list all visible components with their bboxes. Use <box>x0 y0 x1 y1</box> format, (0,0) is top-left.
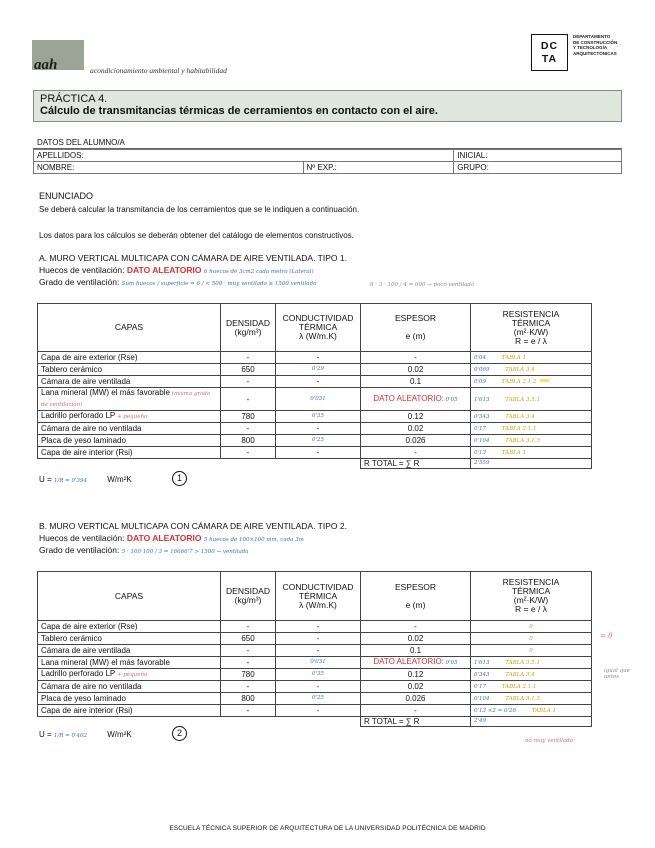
title-banner <box>33 90 622 122</box>
table-reference: TABLA 2.1.1 <box>500 684 537 690</box>
table-row <box>38 669 592 681</box>
cell-capa: Capa de aire exterior (Rse) <box>38 352 221 364</box>
table-reference: TABLA 1 <box>529 708 556 714</box>
cell-espesor: 0.026 <box>361 435 471 447</box>
resistance-value: 0'04 <box>474 355 487 361</box>
handwritten-note: 6 · 3 · 100 / 4 = 600 → poco ventilada <box>370 282 475 288</box>
dato-aleatorio: DATO ALEATORIO: <box>373 657 444 666</box>
grado-label: Grado de ventilación: <box>39 277 120 287</box>
cell-conductividad: 0'29 <box>276 364 361 376</box>
cell-espesor: 0.02 <box>361 364 471 376</box>
col-label: ESPESOR <box>394 581 437 592</box>
col-formula: R = e / λ <box>515 335 547 346</box>
col-unit: λ (W/m.K) <box>299 599 337 610</box>
cell-densidad: 650 <box>221 364 276 376</box>
cell-resistencia <box>471 364 592 376</box>
cell-capa: Cámara de aire ventilada <box>38 376 221 388</box>
layers-table-b <box>37 571 592 727</box>
cell-capa: Placa de yeso laminado <box>38 693 221 705</box>
col-unit: e (m) <box>405 331 426 341</box>
huecos-label: Huecos de ventilación: <box>39 533 125 543</box>
table-reference: TABLA 3.4 <box>503 672 535 678</box>
col-capas: CAPAS <box>38 304 221 352</box>
bottom-note: no muy ventilado <box>525 738 573 744</box>
cell-capa: Capa de aire interior (Rsi) <box>38 705 221 717</box>
enunciado-line2: Los datos para los cálculos se deberán obtener del catálogo de elementos constructivos. <box>39 231 354 240</box>
resistance-value: 1'613 <box>474 396 490 403</box>
resistance-value: 0'343 <box>474 414 490 420</box>
logo-subtitle: acondicionamiento ambiental y habitabilidad <box>90 66 227 75</box>
side-note: igual que antes <box>604 668 630 680</box>
col-label: CONDUCTIVIDAD <box>282 581 354 592</box>
table-row <box>38 633 592 645</box>
handwritten-note: 6 huecos de 3cm2 cada metro (Lateral) <box>203 269 314 275</box>
col-label: DENSIDAD <box>226 317 270 328</box>
table-row <box>38 423 592 435</box>
cell-densidad: - <box>221 376 276 388</box>
student-data-table <box>33 149 622 174</box>
cell-conductividad: 0'25 <box>276 435 361 447</box>
resistance-value: 0'13 <box>474 450 487 456</box>
cell-espesor: 0.02 <box>361 681 471 693</box>
dept-line: DEPARTAMENTO <box>573 34 611 39</box>
cell-espesor: 0.026 <box>361 693 471 705</box>
table-row <box>38 645 592 657</box>
cell-densidad: - <box>221 447 276 459</box>
cell-capa: Cámara de aire ventilada <box>38 645 221 657</box>
col-unit: (kg/m³) <box>234 595 262 605</box>
cell-espesor: - <box>361 352 471 364</box>
section-b-title: B. MURO VERTICAL MULTICAPA CON CÁMARA DE AIRE VENTILADA. TIPO 2. <box>39 521 347 531</box>
col-resistencia <box>471 304 592 352</box>
handwritten-note: (misma grado de ventilación) <box>41 391 211 408</box>
col-capas: CAPAS <box>38 572 221 621</box>
resistance-value: 0'13 ×2 = 0'26 <box>474 708 516 714</box>
col-label: CONDUCTIVIDAD <box>282 313 354 323</box>
cell-conductividad: - <box>276 681 361 693</box>
col-label: TÉRMICA <box>511 317 551 328</box>
cell-capa: Capa de aire exterior (Rse) <box>38 621 221 633</box>
table-row <box>38 364 592 376</box>
total-value: 2'559 <box>471 459 592 469</box>
cell-densidad: - <box>221 352 276 364</box>
cell-capa: Lana mineral (MW) el más favorable <box>38 657 221 669</box>
handwritten-note: + pequeño <box>115 672 148 678</box>
col-resistencia <box>471 572 592 621</box>
cell-conductividad: - <box>276 352 361 364</box>
col-label: ESPESOR <box>394 313 437 323</box>
cell-resistencia <box>471 352 592 364</box>
resistance-value: 0'09 <box>474 379 487 385</box>
table-reference: TABLA 1 <box>500 450 527 456</box>
u-handwritten: 1/R = 0'394 <box>53 478 88 484</box>
empty-cell <box>38 459 361 469</box>
highlight-mark <box>540 379 549 382</box>
col-label: TÉRMICA <box>511 586 551 596</box>
table-row <box>38 693 592 705</box>
cell-espesor <box>361 388 471 411</box>
total-row <box>38 459 592 469</box>
student-section-title: DATOS DEL ALUMNO/A <box>37 138 125 147</box>
nexp-field[interactable]: Nº EXP.: <box>303 162 454 174</box>
table-row <box>38 705 592 717</box>
cell-espesor: - <box>361 705 471 717</box>
cell-densidad: 780 <box>221 411 276 423</box>
cell-conductividad: - <box>276 621 361 633</box>
cell-densidad: - <box>221 681 276 693</box>
cell-conductividad: - <box>276 645 361 657</box>
table-row <box>38 352 592 364</box>
cell-espesor: 0.12 <box>361 411 471 423</box>
cell-densidad: - <box>221 388 276 411</box>
cell-espesor <box>361 657 471 669</box>
apellidos-field[interactable]: APELLIDOS: <box>34 150 454 162</box>
cell-capa: Cámara de aire no ventilada <box>38 423 221 435</box>
cell-densidad: - <box>221 705 276 717</box>
col-label: TÉRMICA <box>298 590 338 601</box>
resistance-value: 0 <box>529 636 533 642</box>
table-row <box>38 376 592 388</box>
total-label: R TOTAL = ∑ R <box>361 717 471 727</box>
resistance-value: 0 <box>529 624 533 630</box>
cell-resistencia <box>471 657 592 669</box>
practice-title: Cálculo de transmitancias térmicas de cerramientos en contacto con el aire. <box>40 105 438 117</box>
cell-conductividad: 0'031 <box>276 657 361 669</box>
circle-number-2: 2 <box>172 726 187 741</box>
cell-densidad: 800 <box>221 693 276 705</box>
table-row <box>38 435 592 447</box>
table-b-body <box>38 621 592 727</box>
cell-resistencia <box>471 705 592 717</box>
u-value-b <box>39 730 132 739</box>
col-espesor <box>361 572 471 621</box>
col-densidad <box>221 304 276 352</box>
section-a-huecos <box>39 265 314 275</box>
cell-conductividad: - <box>276 447 361 459</box>
cell-conductividad: 0'25 <box>276 693 361 705</box>
col-espesor <box>361 304 471 352</box>
cell-densidad: - <box>221 621 276 633</box>
total-value: 2'49 <box>471 717 592 727</box>
dept-name <box>573 34 617 56</box>
table-reference: TABLA 3.5.1 <box>503 660 541 666</box>
cell-capa: Cámara de aire no ventilada <box>38 681 221 693</box>
cell-resistencia <box>471 447 592 459</box>
footer: ESCUELA TÉCNICA SUPERIOR DE ARQUITECTURA DE LA UNIVERSIDAD POLITÉCNICA DE MADRID <box>169 825 486 832</box>
col-label: RESISTENCIA <box>502 577 560 587</box>
cell-resistencia <box>471 388 592 411</box>
dept-logo-text: DC TA <box>540 40 559 65</box>
col-label: DENSIDAD <box>226 586 270 596</box>
col-formula: R = e / λ <box>515 604 547 614</box>
table-reference: TABLA 3.1.3 <box>503 696 541 702</box>
resistance-value: 0'104 <box>474 438 490 444</box>
section-a-grado <box>39 277 316 287</box>
circle-number-1: 1 <box>172 471 187 486</box>
table-row <box>38 681 592 693</box>
cell-espesor: 0.02 <box>361 423 471 435</box>
resistance-value: 0'343 <box>474 672 490 678</box>
table-reference: TABLA 2.1.1 <box>500 426 537 432</box>
handwritten-value: 0'05 <box>443 396 458 403</box>
table-reference: TABLA 2.1.2 <box>500 379 537 385</box>
cell-densidad: - <box>221 657 276 669</box>
col-unit: λ (W/m.K) <box>299 331 337 341</box>
table-row <box>38 411 592 423</box>
side-note: = 0 <box>600 632 613 640</box>
cell-resistencia <box>471 681 592 693</box>
cell-densidad: 780 <box>221 669 276 681</box>
cell-densidad: - <box>221 423 276 435</box>
u-value-a <box>39 475 132 484</box>
table-reference: TABLA 3.4 <box>503 367 535 373</box>
total-row <box>38 717 592 727</box>
huecos-label: Huecos de ventilación: <box>39 265 125 275</box>
resistance-value: 0'17 <box>474 426 487 432</box>
cell-resistencia <box>471 633 592 645</box>
grupo-field[interactable]: GRUPO: <box>454 162 622 174</box>
table-reference: TABLA 3.5.1 <box>503 396 541 403</box>
cell-resistencia <box>471 669 592 681</box>
cell-resistencia <box>471 645 592 657</box>
col-conductividad <box>276 572 361 621</box>
table-reference: TABLA 1 <box>500 355 527 361</box>
cell-resistencia <box>471 693 592 705</box>
cell-conductividad: - <box>276 705 361 717</box>
inicial-field[interactable]: INICIAL: <box>454 150 622 162</box>
dato-aleatorio: DATO ALEATORIO: <box>373 393 444 403</box>
dato-aleatorio: DATO ALEATORIO <box>126 533 202 543</box>
col-unit: (m²·K/W) <box>513 595 549 605</box>
cell-espesor: 0.1 <box>361 376 471 388</box>
cell-resistencia <box>471 621 592 633</box>
cell-conductividad: 0'35 <box>276 411 361 423</box>
cell-conductividad: 0'031 <box>276 388 361 411</box>
u-handwritten: 1/R = 0'402 <box>53 733 88 739</box>
cell-capa: Placa de yeso laminado <box>38 435 221 447</box>
empty-cell <box>38 717 361 727</box>
section-b-grado <box>39 545 249 555</box>
cell-espesor: 0.02 <box>361 633 471 645</box>
resistance-value: 0'069 <box>474 367 490 373</box>
resistance-value: 0'17 <box>474 684 487 690</box>
section-a-title: A. MURO VERTICAL MULTICAPA CON CÁMARA DE AIRE VENTILADA. TIPO 1. <box>39 253 347 263</box>
u-label: U = <box>39 730 52 739</box>
dept-logo <box>531 34 568 71</box>
handwritten-note: 5 huecos de 100×100 mm, cada 3m <box>203 537 304 543</box>
table-row <box>38 657 592 669</box>
resistance-value: 0 <box>529 648 533 654</box>
cell-conductividad: 0'35 <box>276 669 361 681</box>
total-label: R TOTAL = ∑ R <box>361 459 471 469</box>
enunciado-heading: ENUNCIADO <box>39 191 94 201</box>
cell-conductividad: - <box>276 376 361 388</box>
col-unit: (m²·K/W) <box>513 326 549 337</box>
table-reference: TABLA 3.4 <box>503 414 535 420</box>
col-unit: (kg/m³) <box>234 326 262 337</box>
resistance-value: 0'104 <box>474 696 490 702</box>
col-conductividad <box>276 304 361 352</box>
grado-label: Grado de ventilación: <box>39 545 120 555</box>
table-row <box>38 621 592 633</box>
layers-table-a <box>37 303 592 469</box>
cell-capa: Tablero cerámico <box>38 364 221 376</box>
logo-text: aah <box>34 57 58 73</box>
dept-line: ARQUITECTÓNICAS <box>573 50 617 56</box>
table-a-body <box>38 352 592 469</box>
col-densidad <box>221 572 276 621</box>
col-unit: e (m) <box>405 599 426 610</box>
table-row <box>38 388 592 411</box>
practice-number: PRÁCTICA 4. <box>40 93 108 105</box>
cell-capa: Lana mineral (MW) el más favorable (misma grado de ventilación) <box>38 388 221 411</box>
cell-densidad: 800 <box>221 435 276 447</box>
cell-densidad: - <box>221 645 276 657</box>
col-label: TÉRMICA <box>298 322 338 332</box>
dept-line: DE CONSTRUCCIÓN <box>573 39 618 45</box>
cell-densidad: 650 <box>221 633 276 645</box>
cell-conductividad: - <box>276 423 361 435</box>
nombre-field[interactable]: NOMBRE: <box>34 162 304 174</box>
cell-espesor: 0.12 <box>361 669 471 681</box>
u-unit: W/m²K <box>107 475 132 484</box>
u-label: U = <box>39 475 52 484</box>
cell-capa: Ladrillo perforado LP + pequeño <box>38 669 221 681</box>
cell-capa: Ladrillo perforado LP + pequeño <box>38 411 221 423</box>
u-unit: W/m²K <box>107 730 132 739</box>
handwritten-value: 0'05 <box>443 660 458 666</box>
cell-resistencia <box>471 376 592 388</box>
cell-resistencia <box>471 423 592 435</box>
cell-espesor: 0.1 <box>361 645 471 657</box>
cell-capa: Capa de aire interior (Rsi) <box>38 447 221 459</box>
section-b-huecos <box>39 533 304 543</box>
handwritten-note: Sum huecos / superficie = 6 / < 500 · muy ventilado ≥ 1500 ventilado <box>121 281 317 287</box>
cell-espesor: - <box>361 447 471 459</box>
dato-aleatorio: DATO ALEATORIO <box>126 265 202 275</box>
cell-conductividad: - <box>276 633 361 645</box>
dept-line: Y TECNOLOGÍA <box>573 45 608 51</box>
table-row <box>38 447 592 459</box>
resistance-value: 1'613 <box>474 660 490 666</box>
table-reference: TABLA 3.1.3 <box>503 438 541 444</box>
cell-espesor: - <box>361 621 471 633</box>
cell-resistencia <box>471 411 592 423</box>
handwritten-note: 5 · 100·100 / 3 = 16666'7 > 1500 → ventilada <box>121 549 249 555</box>
enunciado-line1: Se deberá calcular la transmitancia de los cerramientos que se le indiquen a continuación. <box>39 205 360 214</box>
cell-resistencia <box>471 435 592 447</box>
handwritten-note: + pequeño <box>115 414 148 420</box>
cell-capa: Tablero cerámico <box>38 633 221 645</box>
col-label: RESISTENCIA <box>502 308 560 319</box>
